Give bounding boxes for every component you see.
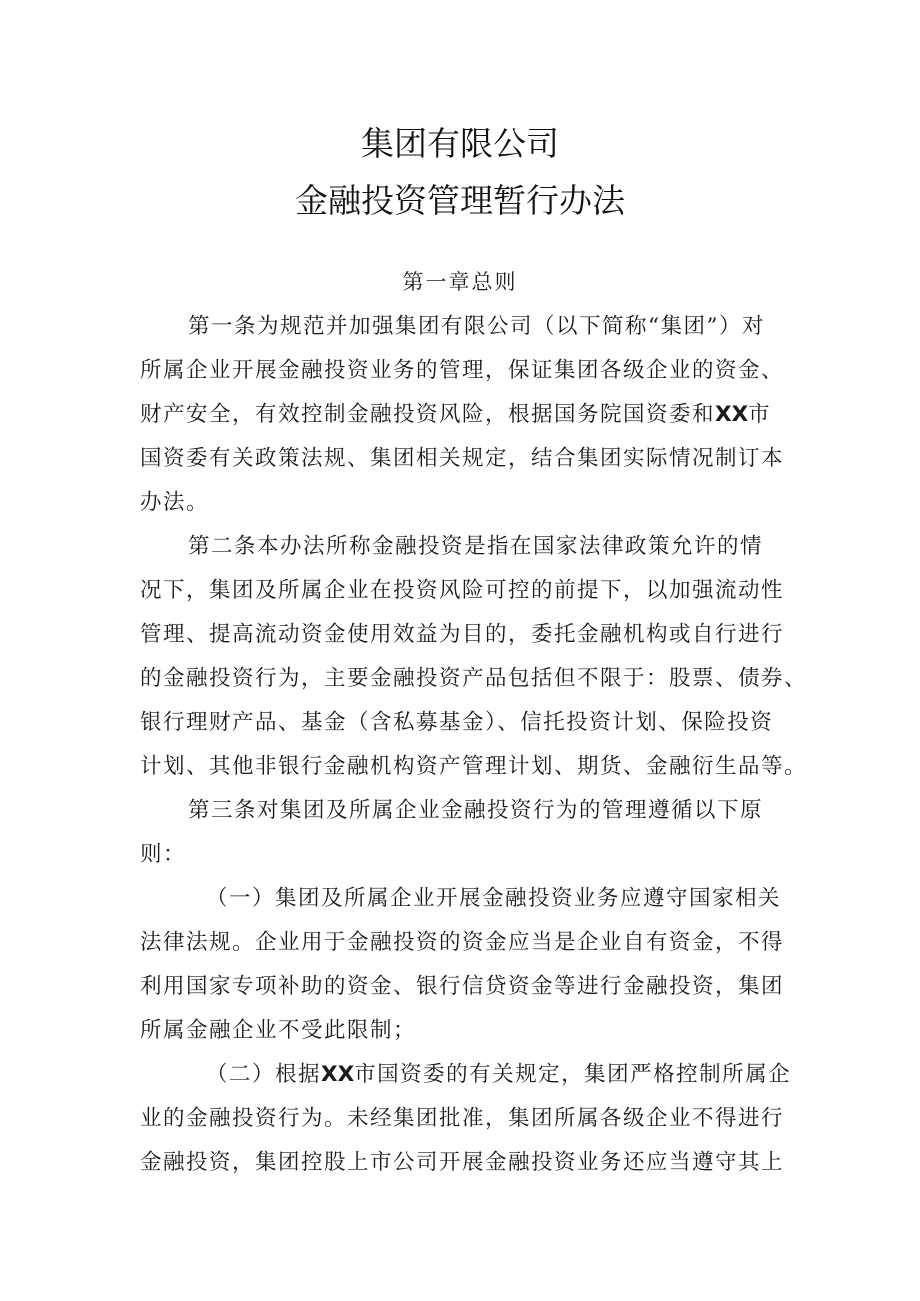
text-line: 银行理财产品、基金（含私募基金）、信托投资计划、保险投资 <box>140 710 774 735</box>
text-line: 则： <box>140 842 187 867</box>
text-line: 办法。 <box>140 490 210 515</box>
placeholder-xx: XX <box>715 402 749 427</box>
text-line: （一）集团及所属企业开展金融投资业务应遵守国家相关 <box>206 886 782 911</box>
text-line: 金融投资，集团控股上市公司开展金融投资业务还应当遵守其上 <box>140 1150 785 1175</box>
placeholder-xx: XX <box>321 1062 355 1087</box>
text-line: 法律法规。企业用于金融投资的资金应当是企业自有资金，不得 <box>140 930 785 955</box>
text-line: 的金融投资行为，主要金融投资产品包括但不限于：股票、债券、 <box>140 666 808 691</box>
text-line: 况下，集团及所属企业在投资风险可控的前提下，以加强流动性 <box>140 578 785 603</box>
text-line: 财产安全，有效控制金融投资风险，根据国务院国资委和XX市 <box>140 402 772 427</box>
text-line: 第一条为规范并加强集团有限公司（以下简称“集团”）对 <box>188 314 765 339</box>
document-title-line-2: 金融投资管理暂行办法 <box>295 181 625 220</box>
text-line: 业的金融投资行为。未经集团批准，集团所属各级企业不得进行 <box>140 1106 785 1131</box>
text-line: 利用国家专项补助的资金、银行信贷资金等进行金融投资，集团 <box>140 974 785 999</box>
text-line: 计划、其他非银行金融机构资产管理计划、期货、金融衍生品等。 <box>140 754 808 779</box>
text-line: 国资委有关政策法规、集团相关规定，结合集团实际情况制订本 <box>140 446 785 471</box>
document-title-line-1: 集团有限公司 <box>361 124 559 163</box>
text-line: 管理、提高流动资金使用效益为目的，委托金融机构或自行进行 <box>140 622 785 647</box>
text-line: 第二条本办法所称金融投资是指在国家法律政策允许的情 <box>188 534 764 559</box>
text-line: 所属金融企业不受此限制； <box>140 1018 417 1043</box>
text-line: 所属企业开展金融投资业务的管理，保证集团各级企业的资金、 <box>140 358 785 383</box>
chapter-heading: 第一章总则 <box>402 270 518 294</box>
text-line: （二）根据XX市国资委的有关规定，集团严格控制所属企 <box>206 1062 792 1087</box>
text-line: 第三条对集团及所属企业金融投资行为的管理遵循以下原 <box>188 798 764 823</box>
